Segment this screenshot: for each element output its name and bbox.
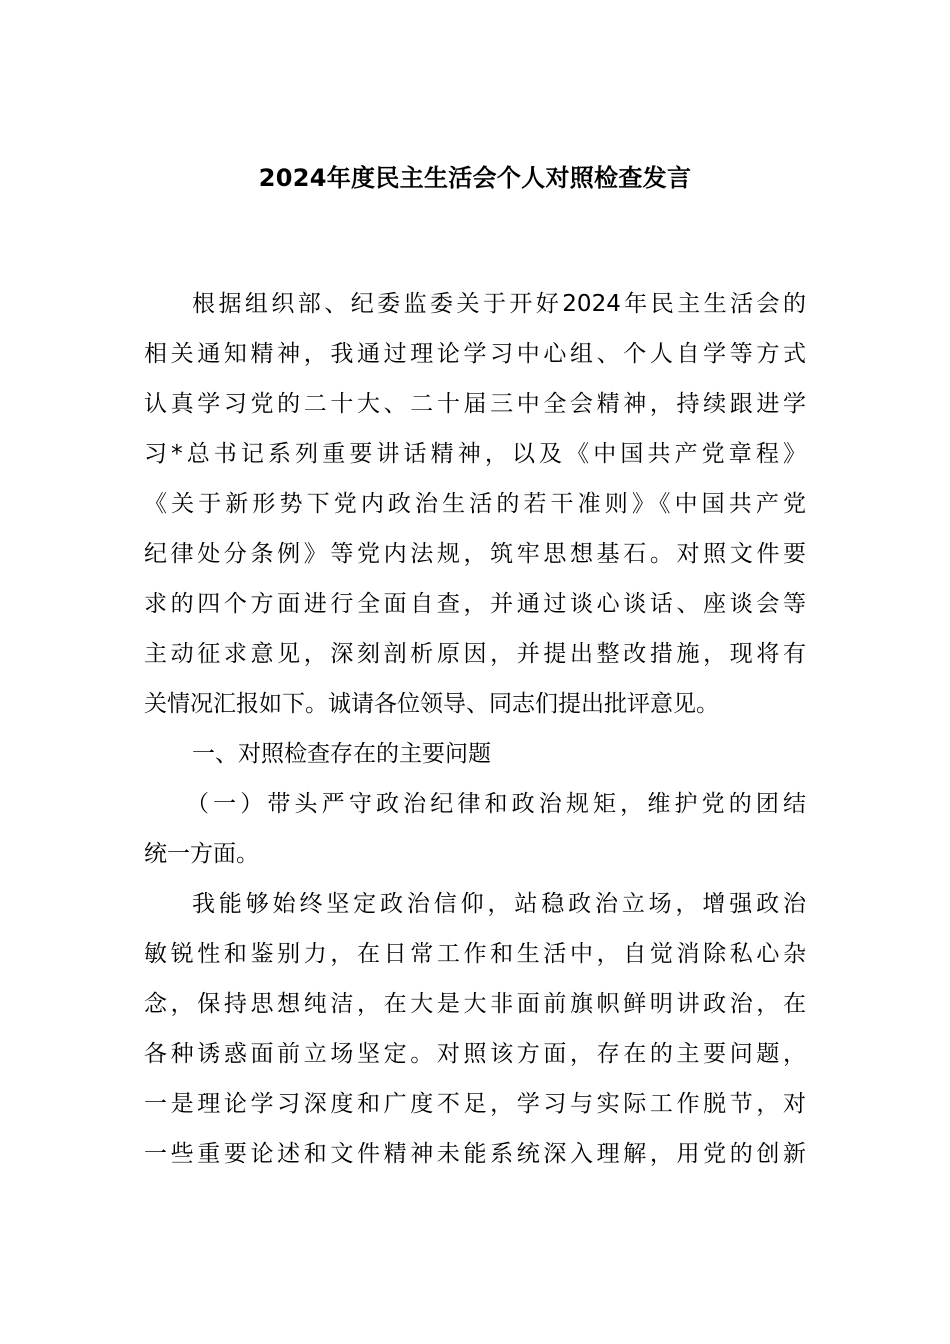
paragraph-line: 纪律处分条例》等党内法规，筑牢思想基石。对照文件要 — [144, 541, 806, 567]
paragraph-line: 根据组织部、纪委监委关于开好2024年民主生活会的 — [192, 291, 806, 317]
paragraph-line: 关情况汇报如下。诚请各位领导、同志们提出批评意见。 — [144, 691, 719, 717]
document-title: 2024年度民主生活会个人对照检查发言 — [258, 164, 692, 192]
paragraph-line: 一是理论学习深度和广度不足，学习与实际工作脱节，对 — [144, 1091, 806, 1117]
paragraph-line: 一些重要论述和文件精神未能系统深入理解，用党的创新 — [144, 1141, 806, 1167]
paragraph-line: 主动征求意见，深刻剖析原因，并提出整改措施，现将有 — [144, 641, 806, 667]
document-body — [144, 279, 806, 1179]
paragraph-line: 《关于新形势下党内政治生活的若干准则》《中国共产党 — [144, 491, 806, 517]
subsection-heading: （一）带头严守政治纪律和政治规矩，维护党的团结 — [186, 791, 806, 817]
paragraph-line: 各种诱惑面前立场坚定。对照该方面，存在的主要问题， — [144, 1041, 806, 1067]
paragraph-line: 我能够始终坚定政治信仰，站稳政治立场，增强政治 — [192, 891, 806, 917]
paragraph-line: 敏锐性和鉴别力，在日常工作和生活中，自觉消除私心杂 — [144, 941, 806, 967]
paragraph-line: 念，保持思想纯洁，在大是大非面前旗帜鲜明讲政治，在 — [144, 991, 806, 1017]
section-heading: 一、对照检查存在的主要问题 — [192, 741, 491, 767]
subsection-heading-cont: 统一方面。 — [144, 841, 259, 867]
paragraph-line: 求的四个方面进行全面自查，并通过谈心谈话、座谈会等 — [144, 591, 806, 617]
paragraph-line: 相关通知精神，我通过理论学习中心组、个人自学等方式 — [144, 341, 806, 367]
paragraph-line: 认真学习党的二十大、二十届三中全会精神，持续跟进学 — [144, 391, 806, 417]
paragraph-line: 习*总书记系列重要讲话精神，以及《中国共产党章程》 — [144, 441, 806, 467]
